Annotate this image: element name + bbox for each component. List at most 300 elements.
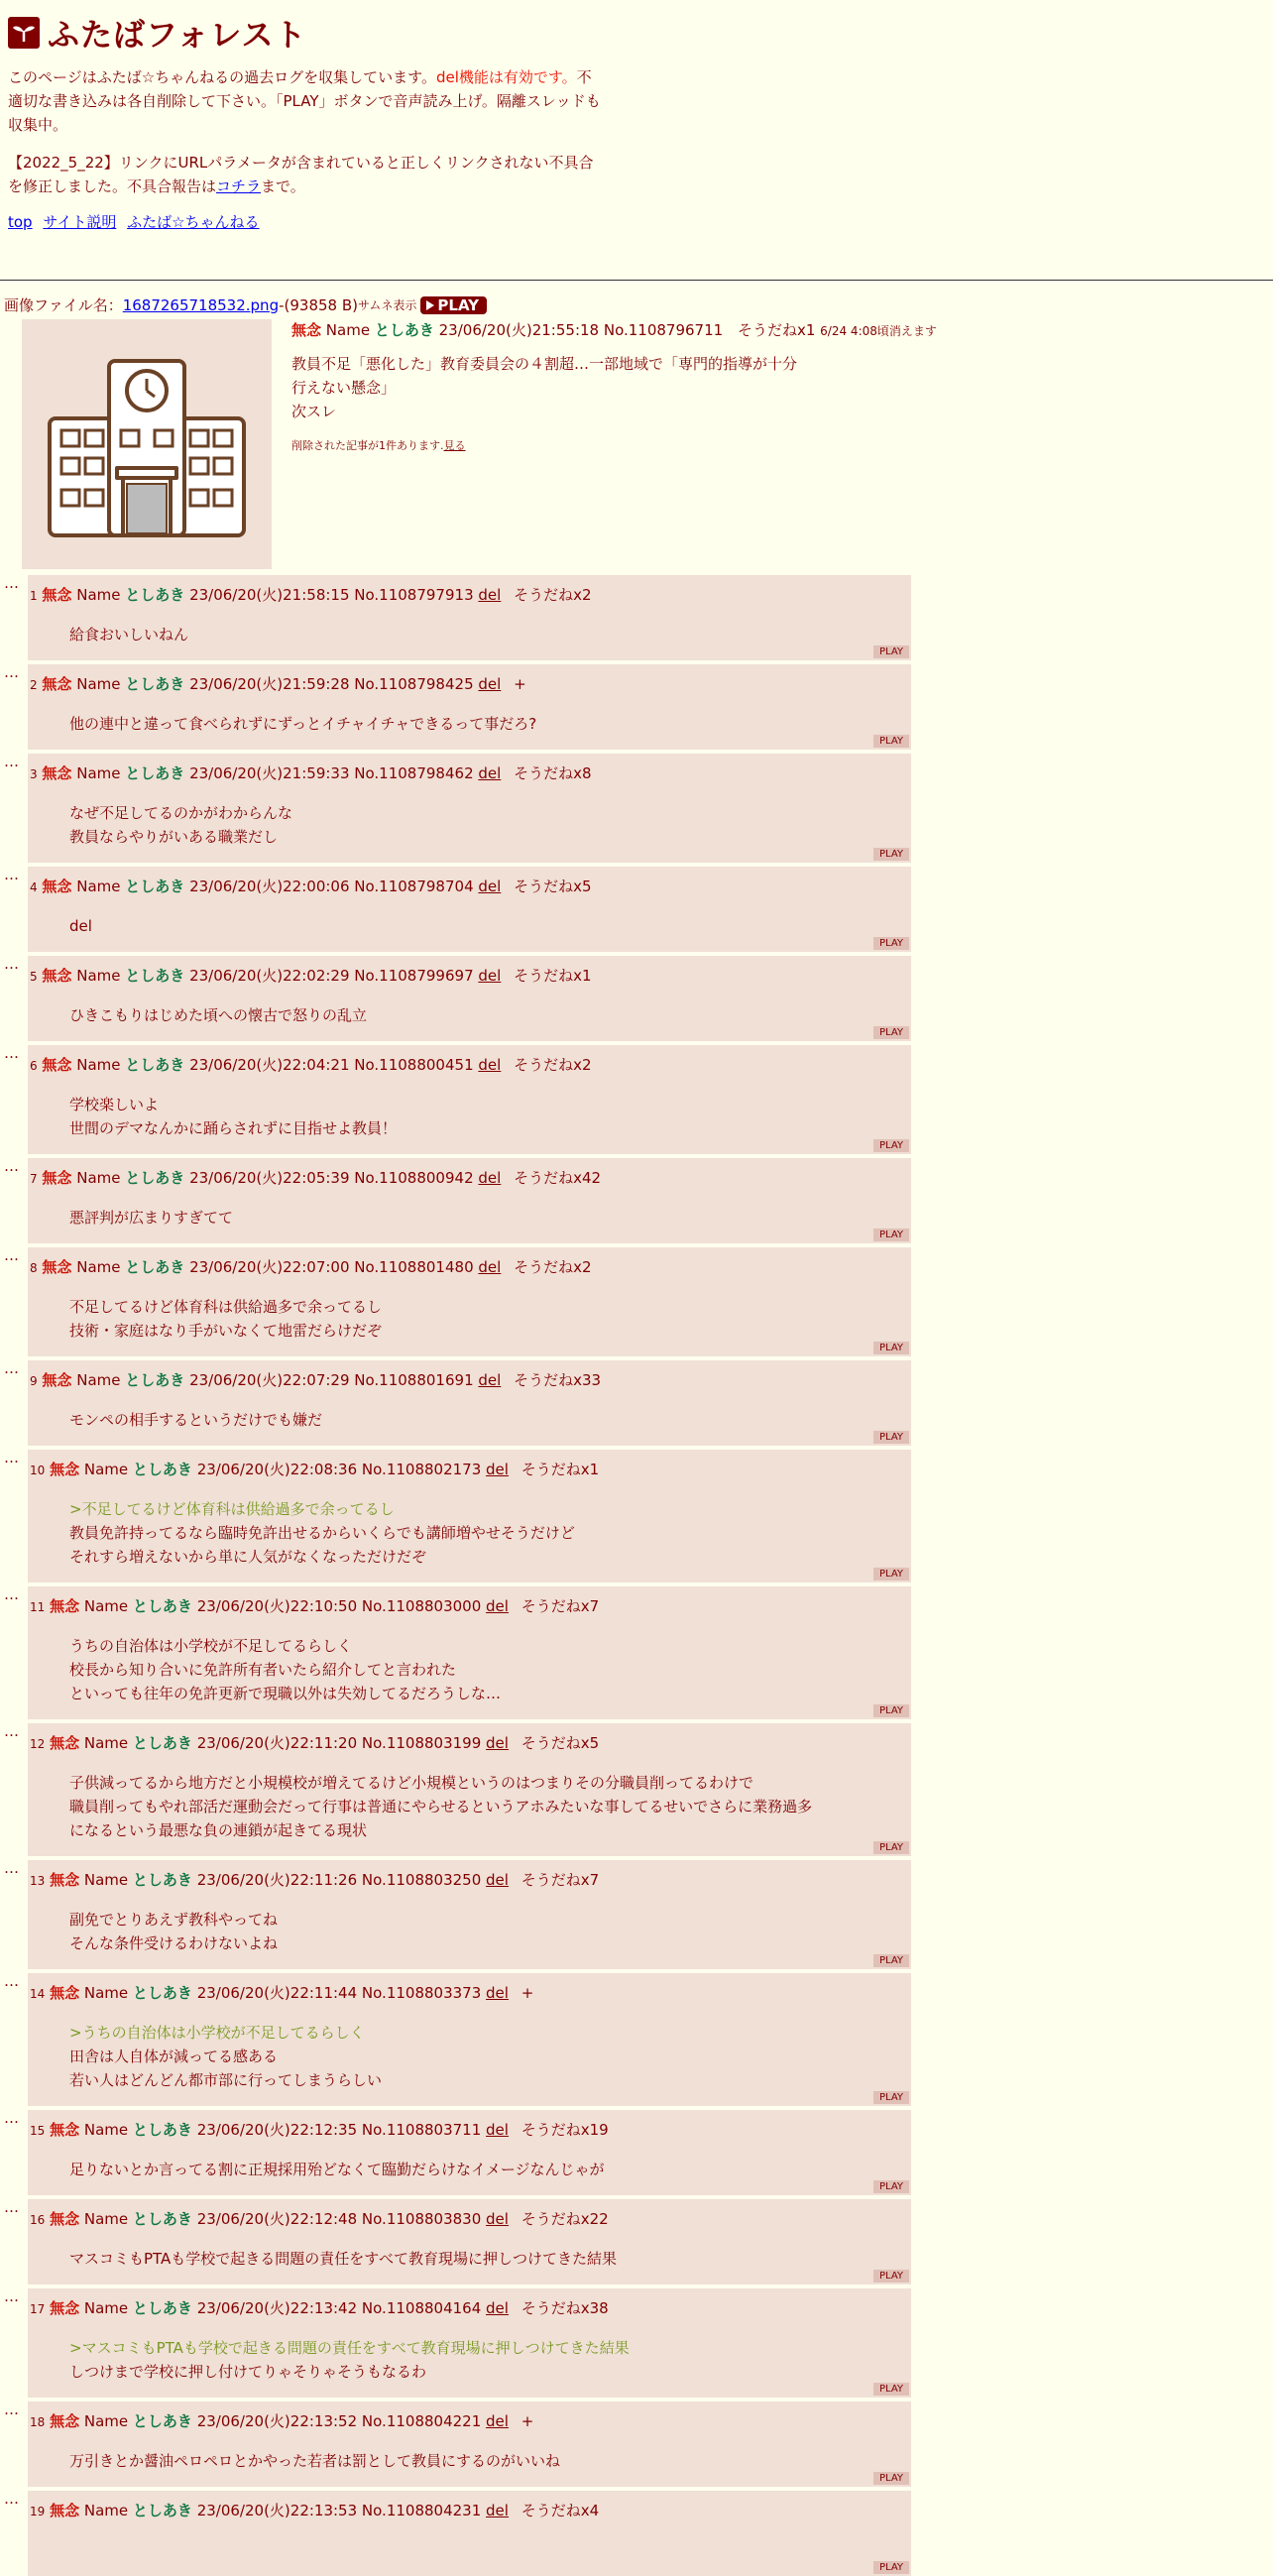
reply-row — [0, 1045, 1273, 1154]
reply-menu-icon[interactable]: … — [4, 1859, 19, 1877]
reply-body — [69, 1771, 911, 1842]
intro-text — [8, 65, 603, 137]
reply-number: 13 — [30, 1874, 46, 1888]
reply-name: としあき — [132, 2412, 192, 2430]
reply-quote: >マスコミもPTAも学校で起きる問題の責任をすべて教育現場に押しつけてきた結果 — [69, 2339, 630, 2357]
reply-line: そんな条件受けるわけないよね — [69, 1934, 279, 1952]
reply-sodane-button[interactable]: そうだねx2 — [514, 586, 592, 604]
reply-sodane-button[interactable]: + — [521, 1984, 534, 2002]
reply-post — [28, 1586, 911, 1719]
reply-date-number: 23/06/20(火)22:11:26 No.1108803250 — [196, 1871, 482, 1889]
reply-row — [0, 867, 1273, 952]
reply-header — [30, 1256, 911, 1277]
reply-row — [0, 1586, 1273, 1719]
reply-name: としあき — [125, 586, 185, 604]
reply-date-number: 23/06/20(火)22:08:36 No.1108802173 — [196, 1461, 482, 1478]
reply-sodane-button[interactable]: + — [514, 675, 526, 693]
nav-top-link[interactable]: top — [8, 213, 33, 231]
reply-date-number: 23/06/20(火)22:12:48 No.1108803830 — [196, 2210, 482, 2228]
op-line: 教員不足「悪化した」教育委員会の４割超…一部地域で「専門的指導が十分 — [291, 355, 798, 373]
reply-body — [69, 2021, 911, 2092]
reply-subject: 無念 — [50, 2502, 80, 2519]
op-name: としあき — [374, 321, 434, 339]
reply-menu-icon[interactable]: … — [4, 1246, 19, 1264]
reply-body — [69, 1295, 911, 1343]
reply-body — [69, 1497, 911, 1569]
reply-date-number: 23/06/20(火)21:59:28 No.1108798425 — [189, 675, 474, 693]
reply-name-label: Name — [83, 1461, 129, 1478]
reply-body — [69, 801, 911, 849]
reply-row — [0, 1860, 1273, 1969]
op-date-number: 23/06/20(火)21:55:18 No.1108796711 — [438, 321, 724, 339]
reply-line: といっても往年の免許更新で現職以外は失効してるだろうしな… — [69, 1685, 502, 1702]
reply-name-label: Name — [76, 586, 121, 604]
reply-row — [0, 664, 1273, 750]
reply-line: del — [69, 917, 92, 935]
reply-line: うちの自治体は小学校が不足してるらしく — [69, 1637, 353, 1655]
op-line: 行えない懸念」 — [291, 379, 397, 397]
reply-name-label: Name — [76, 764, 121, 782]
reply-number: 15 — [30, 2124, 46, 2138]
reply-del-link[interactable]: del — [486, 2299, 509, 2317]
reply-post — [28, 2491, 911, 2576]
op-sodane-button[interactable]: そうだねx1 — [737, 321, 816, 339]
reply-name-label: Name — [76, 675, 121, 693]
reply-sodane-button[interactable]: そうだねx19 — [521, 2121, 609, 2139]
reply-post — [28, 1360, 911, 1446]
reply-subject: 無念 — [50, 2210, 80, 2228]
reply-name-label: Name — [76, 878, 121, 895]
reply-name-label: Name — [76, 967, 121, 985]
reply-menu-icon[interactable]: … — [4, 1449, 19, 1466]
reply-post — [28, 1973, 911, 2106]
reply-name: としあき — [132, 2210, 192, 2228]
reply-number: 2 — [30, 678, 38, 692]
reply-play-button[interactable]: PLAY — [873, 848, 909, 861]
reply-name-label: Name — [83, 1597, 129, 1615]
site-header — [8, 10, 1265, 56]
reply-del-link[interactable]: del — [478, 1258, 502, 1276]
reply-del-link[interactable]: del — [486, 1597, 509, 1615]
reply-row — [0, 1723, 1273, 1856]
reply-subject: 無念 — [50, 1734, 80, 1752]
reply-play-button[interactable]: PLAY — [873, 1431, 909, 1444]
reply-number: 4 — [30, 880, 38, 894]
reply-header — [30, 584, 911, 605]
reply-date-number: 23/06/20(火)21:58:15 No.1108797913 — [189, 586, 474, 604]
reply-number: 19 — [30, 2505, 46, 2518]
reply-header — [30, 1732, 911, 1753]
reply-del-link[interactable]: del — [486, 1461, 509, 1478]
reply-del-link[interactable]: del — [486, 2502, 509, 2519]
reply-play-button[interactable]: PLAY — [873, 1568, 909, 1581]
reply-post — [28, 2110, 911, 2195]
reply-menu-icon[interactable]: … — [4, 1044, 19, 1062]
notice-text — [8, 151, 603, 198]
op-expire-time: 6/24 4:08頃消えます — [820, 324, 937, 338]
reply-sodane-button[interactable]: そうだねx2 — [514, 1258, 592, 1276]
reply-menu-icon[interactable]: … — [4, 2400, 19, 2418]
site-title: ふたばフォレスト — [48, 16, 307, 54]
reply-name-label: Name — [76, 1169, 121, 1187]
play-triangle-icon — [425, 299, 435, 311]
reply-number: 17 — [30, 2302, 46, 2316]
reply-menu-icon[interactable]: … — [4, 1585, 19, 1603]
reply-number: 7 — [30, 1172, 38, 1186]
reply-sodane-button[interactable]: そうだねx2 — [514, 1056, 592, 1074]
nav-futaba-link[interactable]: ふたば☆ちゃんねる — [127, 213, 260, 231]
intro-part-2: 不適切な書き込みは各自削除して下さい。「PLAY」ボタンで音声読み上げ。隔離スレッドも収集中。 — [8, 68, 601, 134]
show-deleted-link[interactable]: 見る — [443, 439, 466, 452]
reply-play-button[interactable]: PLAY — [873, 2383, 909, 2396]
reply-number: 5 — [30, 970, 38, 984]
reply-del-link[interactable]: del — [478, 1056, 502, 1074]
reply-header — [30, 1459, 911, 1479]
reply-body — [69, 712, 911, 736]
reply-header — [30, 1595, 911, 1616]
reply-subject: 無念 — [50, 2299, 80, 2317]
reply-name: としあき — [125, 1371, 185, 1389]
reply-sodane-button[interactable]: そうだねx1 — [521, 1461, 600, 1478]
reply-post — [28, 1450, 911, 1582]
reply-name-label: Name — [76, 1056, 121, 1074]
reply-del-link[interactable]: del — [486, 2121, 509, 2139]
reply-body — [69, 914, 911, 938]
reply-number: 9 — [30, 1374, 38, 1388]
reply-subject: 無念 — [42, 878, 72, 895]
reply-post — [28, 1247, 911, 1356]
reply-post — [28, 664, 911, 750]
reply-play-button[interactable]: PLAY — [873, 2091, 909, 2104]
reply-row — [0, 1360, 1273, 1446]
op-thumbnail-school-image[interactable] — [22, 319, 272, 569]
op-body — [291, 319, 937, 569]
reply-number: 18 — [30, 2415, 46, 2429]
reply-quote: >うちの自治体は小学校が不足してるらしく — [69, 2024, 365, 2042]
reply-menu-icon[interactable]: … — [4, 2198, 19, 2216]
nav-about-link[interactable]: サイト説明 — [43, 213, 117, 231]
reply-name: としあき — [125, 878, 185, 895]
reply-name-label: Name — [83, 2299, 129, 2317]
reply-header — [30, 1369, 911, 1390]
reply-number: 16 — [30, 2213, 46, 2227]
image-file-link[interactable]: 1687265718532.png — [122, 295, 280, 314]
reply-body — [69, 2336, 911, 2384]
reply-menu-icon[interactable]: … — [4, 955, 19, 973]
reply-name-label: Name — [83, 1984, 129, 2002]
deleted-note — [291, 437, 937, 453]
reply-name: としあき — [132, 2502, 192, 2519]
reply-date-number: 23/06/20(火)22:05:39 No.1108800942 — [189, 1169, 474, 1187]
reply-body — [69, 2449, 911, 2473]
reply-menu-icon[interactable]: … — [4, 574, 19, 592]
reply-line: 世間のデマなんかに踊らされずに目指せよ教員！ — [69, 1119, 398, 1137]
reply-number: 3 — [30, 767, 38, 781]
reply-del-link[interactable]: del — [478, 586, 502, 604]
reply-number: 14 — [30, 1987, 46, 2001]
reply-line: 他の連中と違って食べられずにずっとイチャイチャできるって事だろ? — [69, 715, 537, 733]
reply-play-button[interactable]: PLAY — [873, 735, 909, 748]
reply-header — [30, 1982, 911, 2003]
reply-body — [69, 623, 911, 646]
reply-date-number: 23/06/20(火)22:13:42 No.1108804164 — [196, 2299, 482, 2317]
reply-play-button[interactable]: PLAY — [873, 645, 909, 658]
reply-line: 足りないとか言ってる割に正規採用殆どなくて臨勤だらけなイメージなんじゃが — [69, 2161, 605, 2178]
reply-menu-icon[interactable]: … — [4, 866, 19, 883]
reply-line: 副免でとりあえず教科やってね — [69, 1911, 279, 1929]
reply-subject: 無念 — [42, 1258, 72, 1276]
reply-sodane-button[interactable]: そうだねx33 — [514, 1371, 602, 1389]
reply-del-link[interactable]: del — [478, 878, 502, 895]
reply-subject: 無念 — [50, 1461, 80, 1478]
reply-post — [28, 956, 911, 1041]
reply-body — [69, 2158, 911, 2181]
reply-name-label: Name — [83, 1734, 129, 1752]
reply-sodane-button[interactable]: そうだねx5 — [514, 878, 592, 895]
reply-row — [0, 2110, 1273, 2195]
reply-post — [28, 575, 911, 660]
reply-line: それすら増えないから単に人気がなくなっただけだぞ — [69, 1548, 427, 1566]
intro-del-notice: del機能は有効です。 — [435, 68, 577, 86]
reply-number: 8 — [30, 1261, 38, 1275]
reply-play-button[interactable]: PLAY — [873, 1026, 909, 1039]
reply-subject: 無念 — [42, 1169, 72, 1187]
reply-play-button[interactable]: PLAY — [873, 1954, 909, 1967]
reply-line: モンペの相手するというだけでも嫌だ — [69, 1411, 323, 1429]
reply-header — [30, 1054, 911, 1075]
reply-body — [69, 1634, 911, 1705]
reply-row — [0, 2401, 1273, 2487]
reply-play-button[interactable]: PLAY — [873, 2472, 909, 2485]
reply-subject: 無念 — [42, 675, 72, 693]
reply-sodane-button[interactable]: + — [521, 2412, 534, 2430]
reply-play-button[interactable]: PLAY — [873, 1342, 909, 1354]
reply-name: としあき — [132, 1461, 192, 1478]
op-line: 次スレ — [291, 403, 337, 420]
reply-del-link[interactable]: del — [486, 2412, 509, 2430]
reply-del-link[interactable]: del — [478, 675, 502, 693]
reply-name: としあき — [125, 1258, 185, 1276]
reply-subject: 無念 — [42, 1056, 72, 1074]
reply-subject: 無念 — [50, 1597, 80, 1615]
reply-header — [30, 762, 911, 783]
reply-header — [30, 2297, 911, 2318]
reply-row — [0, 1450, 1273, 1582]
futaba-leaf-logo-icon — [8, 17, 40, 49]
bug-report-link[interactable]: コチラ — [216, 177, 262, 195]
reply-body — [69, 1003, 911, 1027]
reply-sodane-button[interactable]: そうだねx22 — [521, 2210, 609, 2228]
reply-line: 悪評判が広まりすぎてて — [69, 1209, 234, 1227]
reply-number: 10 — [30, 1464, 46, 1477]
notice-body: 【2022_5_22】リンクにURLパラメータが含まれていると正しくリンクされない不具合を修正しました。不具合報告は — [8, 154, 594, 195]
reply-date-number: 23/06/20(火)22:04:21 No.1108800451 — [189, 1056, 474, 1074]
reply-subject: 無念 — [42, 967, 72, 985]
reply-del-link[interactable]: del — [478, 1371, 502, 1389]
reply-row — [0, 1247, 1273, 1356]
reply-line: 教員ならやりがいある職業だし — [69, 828, 279, 846]
op-subject: 無念 — [291, 321, 322, 339]
reply-del-link[interactable]: del — [478, 967, 502, 985]
reply-post — [28, 2199, 911, 2284]
reply-line: 学校楽しいよ — [69, 1096, 160, 1113]
reply-menu-icon[interactable]: … — [4, 2287, 19, 2305]
op-file-line — [4, 294, 1273, 315]
reply-line: 教員免許持ってるなら臨時免許出せるからいくらでも講師増やせそうだけど — [69, 1524, 575, 1542]
op-post — [22, 319, 1273, 569]
reply-line: 技術・家庭はなり手がいなくて地雷だらけだぞ — [69, 1322, 383, 1340]
reply-play-button[interactable]: PLAY — [873, 1229, 909, 1241]
reply-line: 不足してるけど体育科は供給過多で余ってるし — [69, 1298, 383, 1316]
reply-post — [28, 1723, 911, 1856]
reply-post — [28, 2288, 911, 2398]
reply-body — [69, 1408, 911, 1432]
reply-name: としあき — [132, 1734, 192, 1752]
reply-subject: 無念 — [50, 1984, 80, 2002]
reply-play-button[interactable]: PLAY — [873, 1841, 909, 1854]
reply-play-button[interactable]: PLAY — [873, 2270, 909, 2283]
reply-play-button[interactable]: PLAY — [873, 1704, 909, 1717]
op-play-label: PLAY — [437, 295, 479, 314]
intro-part-1: このページはふたば☆ちゃんねるの過去ログを収集しています。 — [8, 68, 436, 86]
reply-body — [69, 2247, 911, 2271]
reply-menu-icon[interactable]: … — [4, 1157, 19, 1175]
reply-header — [30, 1869, 911, 1890]
reply-header — [30, 2208, 911, 2229]
reply-date-number: 23/06/20(火)22:10:50 No.1108803000 — [196, 1597, 482, 1615]
reply-post — [28, 867, 911, 952]
reply-name: としあき — [125, 675, 185, 693]
reply-header — [30, 2410, 911, 2431]
reply-menu-icon[interactable]: … — [4, 1722, 19, 1740]
reply-number: 12 — [30, 1737, 46, 1751]
reply-line: マスコミもPTAも学校で起きる問題の責任をすべて教育現場に押しつけてきた結果 — [69, 2250, 618, 2268]
reply-post — [28, 754, 911, 863]
reply-sodane-button[interactable]: そうだねx38 — [521, 2299, 609, 2317]
reply-line: 若い人はどんどん都市部に行ってしまうらしい — [69, 2071, 383, 2089]
reply-body — [69, 2538, 911, 2562]
reply-quote: >不足してるけど体育科は供給過多で余ってるし — [69, 1500, 395, 1518]
reply-post — [28, 2401, 911, 2487]
reply-line: 校長から知り合いに免許所有者いたら紹介してと言われた — [69, 1661, 457, 1679]
reply-sodane-button[interactable]: そうだねx4 — [521, 2502, 600, 2519]
reply-sodane-button[interactable]: そうだねx42 — [514, 1169, 602, 1187]
reply-number: 11 — [30, 1600, 46, 1614]
reply-subject: 無念 — [50, 2121, 80, 2139]
reply-play-button[interactable]: PLAY — [873, 1139, 909, 1152]
reply-header — [30, 965, 911, 986]
reply-menu-icon[interactable]: … — [4, 753, 19, 770]
reply-date-number: 23/06/20(火)22:11:20 No.1108803199 — [196, 1734, 482, 1752]
reply-name: としあき — [125, 764, 185, 782]
reply-header — [30, 673, 911, 694]
reply-sodane-button[interactable]: そうだねx5 — [521, 1734, 600, 1752]
reply-name: としあき — [125, 967, 185, 985]
reply-menu-icon[interactable]: … — [4, 663, 19, 681]
reply-del-link[interactable]: del — [478, 1169, 502, 1187]
reply-sodane-button[interactable]: そうだねx8 — [514, 764, 592, 782]
reply-menu-icon[interactable]: … — [4, 2490, 19, 2508]
thumbnail-note: サムネ表示 — [358, 298, 417, 312]
reply-name: としあき — [132, 2121, 192, 2139]
reply-header — [30, 876, 911, 896]
reply-date-number: 23/06/20(火)22:13:52 No.1108804221 — [196, 2412, 482, 2430]
reply-del-link[interactable]: del — [486, 2210, 509, 2228]
reply-del-link[interactable]: del — [486, 1984, 509, 2002]
reply-row — [0, 1973, 1273, 2106]
reply-name: としあき — [125, 1056, 185, 1074]
deleted-note-text: 削除された記事が1件あります. — [291, 439, 444, 452]
reply-line: 田舎は人自体が減ってる感ある — [69, 2048, 279, 2065]
reply-date-number: 23/06/20(火)21:59:33 No.1108798462 — [189, 764, 474, 782]
reply-name-label: Name — [83, 2412, 129, 2430]
reply-play-button[interactable]: PLAY — [873, 2561, 909, 2574]
op-header — [291, 319, 937, 340]
op-text — [291, 352, 937, 423]
reply-line: 職員削ってもやれ部活だ運動会だって行事は普通にやらせるというアホみたいな事してるせいでさらに業務過多 — [69, 1798, 813, 1815]
nav-links — [8, 210, 1265, 234]
reply-row — [0, 2199, 1273, 2284]
reply-post — [28, 1045, 911, 1154]
reply-line: しつけまで学校に押し付けてりゃそりゃそうもなるわ — [69, 2363, 427, 2381]
reply-date-number: 23/06/20(火)22:02:29 No.1108799697 — [189, 967, 474, 985]
reply-name-label: Name — [83, 2502, 129, 2519]
reply-del-link[interactable]: del — [486, 1734, 509, 1752]
reply-menu-icon[interactable]: … — [4, 1972, 19, 1990]
reply-menu-icon[interactable]: … — [4, 1359, 19, 1377]
reply-name-label: Name — [83, 2210, 129, 2228]
reply-date-number: 23/06/20(火)22:11:44 No.1108803373 — [196, 1984, 482, 2002]
reply-del-link[interactable]: del — [486, 1871, 509, 1889]
op-name-label: Name — [325, 321, 371, 339]
reply-line: ひきこもりはじめた頃への懐古で怒りの乱立 — [69, 1006, 368, 1024]
reply-header — [30, 1167, 911, 1188]
reply-line: 給食おいしいねん — [69, 626, 189, 644]
reply-date-number: 23/06/20(火)22:13:53 No.1108804231 — [196, 2502, 482, 2519]
reply-post — [28, 1860, 911, 1969]
reply-play-button[interactable]: PLAY — [873, 2180, 909, 2193]
reply-del-link[interactable]: del — [478, 764, 502, 782]
reply-sodane-button[interactable]: そうだねx7 — [521, 1871, 600, 1889]
reply-subject: 無念 — [42, 1371, 72, 1389]
reply-line: 万引きとか醤油ペロペロとかやった若者は罰として教員にするのがいいね — [69, 2452, 561, 2470]
op-play-button[interactable] — [420, 296, 487, 314]
reply-date-number: 23/06/20(火)22:00:06 No.1108798704 — [189, 878, 474, 895]
reply-play-button[interactable]: PLAY — [873, 937, 909, 950]
reply-post — [28, 1158, 911, 1243]
reply-name: としあき — [132, 1984, 192, 2002]
reply-sodane-button[interactable]: そうだねx1 — [514, 967, 592, 985]
reply-body — [69, 1206, 911, 1229]
reply-name: としあき — [132, 1871, 192, 1889]
reply-number: 6 — [30, 1059, 38, 1073]
reply-sodane-button[interactable]: そうだねx7 — [521, 1597, 600, 1615]
reply-date-number: 23/06/20(火)22:12:35 No.1108803711 — [196, 2121, 482, 2139]
reply-line: になるという最悪な負の連鎖が起きてる現状 — [69, 1821, 368, 1839]
reply-date-number: 23/06/20(火)22:07:00 No.1108801480 — [189, 1258, 474, 1276]
reply-row — [0, 1158, 1273, 1243]
file-label: 画像ファイル名： — [4, 296, 123, 314]
reply-date-number: 23/06/20(火)22:07:29 No.1108801691 — [189, 1371, 474, 1389]
reply-row — [0, 754, 1273, 863]
reply-menu-icon[interactable]: … — [4, 2109, 19, 2127]
reply-subject: 無念 — [50, 2412, 80, 2430]
reply-subject: 無念 — [42, 764, 72, 782]
reply-name-label: Name — [83, 1871, 129, 1889]
reply-row — [0, 2288, 1273, 2398]
reply-name: としあき — [132, 2299, 192, 2317]
reply-name: としあき — [125, 1169, 185, 1187]
